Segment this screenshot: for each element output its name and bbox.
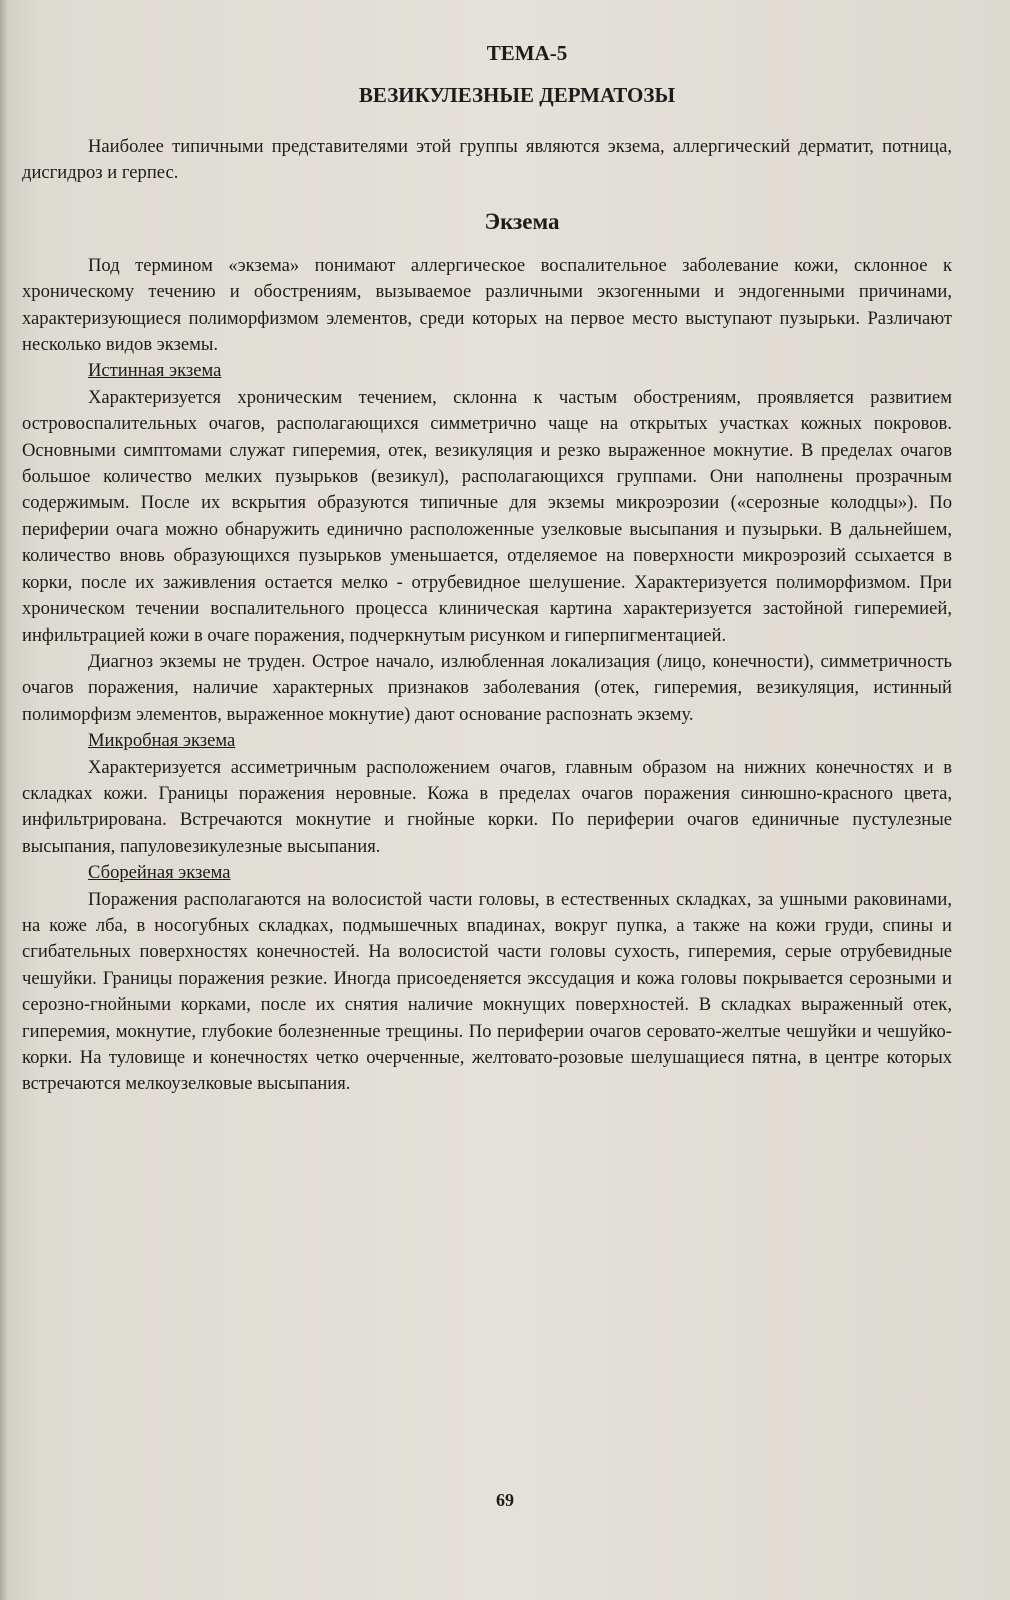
- page-number: 69: [496, 1490, 514, 1510]
- true-eczema-paragraph: Характеризуется хроническим течением, склонна к частым обострениям, проявляется развитием островоспалительных очагов, располагающихся симметрично чаще на открытых участках кожных покровов. Основными симптомами служат гиперемия, отек, везикуляция и резко выраженное мокнутие. В пределах очагов большое количество мелких пузырьков (везикул), располагающихся группами. Они наполнены прозрачным содержимым. После их вскрытия образуются типичные для экземы микроэрозии («серозные колодцы»). По периферии очага можно обнаружить единично расположенные узелковые высыпания и пузырьки. В дальнейшем, количество вновь образующихся пузырьков уменьшается, отделяемое на поверхности микроэрозий ссыхается в корки, после их заживления остается мелко - отрубевидное шелушение. Характеризуется полиморфизмом. При хроническом течении воспалительного процесса клиническая картина характеризуется застойной гиперемией, инфильтрацией кожи в очаге поражения, подчеркнутым рисунком и гиперпигментацией.: [22, 386, 952, 646]
- intro-paragraph: Наиболее типичными представителями этой группы являются экзема, аллергический дерматит, потница, дисгидроз и герпес.: [22, 136, 952, 184]
- topic-heading: ТЕМА-5: [486, 41, 568, 65]
- definition-paragraph: Под термином «экзема» понимают аллергическое воспалительное заболевание кожи, склонное к хроническому течению и обострениям, вызываемое различными экзогенными и эндогенными причинами, характеризующиеся полиморфизмом элементов, среди которых на первое место выступают пузырьки. Различают несколько видов экземы.: [22, 254, 952, 356]
- section-title: Экзема: [484, 208, 560, 234]
- microbial-eczema-heading: Микробная экзема: [88, 730, 236, 752]
- true-eczema-heading: Истинная экзема: [88, 360, 222, 382]
- chapter-title: ВЕЗИКУЛЕЗНЫЕ ДЕРМАТОЗЫ: [358, 83, 676, 107]
- seborrheic-eczema-paragraph: Поражения располагаются на волосистой части головы, в естественных складках, за ушными раковинами, на коже лба, в носогубных складках, подмышечных впадинах, вокруг пупка, а также на кожи груди, спины и сгибательных поверхностях конечностей. На волосистой части головы сухость, гиперемия, серые отрубевидные чешуйки. Границы поражения резкие. Иногда присоеденяется экссудация и кожа головы покрывается серозными и серозно-гнойными корками, после их снятия наличие мокнущих поверхностей. В складках выраженный отек, гиперемия, мокнутие, глубокие болезненные трещины. По периферии очагов серовато-желтые чешуйки и чешуйко-корки. На туловище и конечностях четко очерченные, желтовато-розовые шелушащиеся пятна, в центре которых встречаются мелкоузелковые высыпания.: [22, 888, 952, 1095]
- microbial-eczema-paragraph: Характеризуется ассиметричным расположением очагов, главным образом на нижних конечностях и в складках кожи. Границы поражения неровные. Кожа в пределах очагов поражения синюшно-красного цвета, инфильтрирована. Встречаются мокнутие и гнойные корки. По периферии очагов единичные пустулезные высыпания, папуловезикулезные высыпания.: [22, 756, 952, 857]
- seborrheic-eczema-heading: Сборейная экзема: [88, 862, 231, 884]
- page-content: [22, 38, 952, 1098]
- binding-shadow: [0, 0, 8, 1600]
- diagnosis-paragraph: Диагноз экземы не труден. Острое начало, излюбленная локализация (лицо, конечности), симметричность очагов поражения, наличие характерных признаков заболевания (отек, гиперемия, везикуляция, истинный полиморфизм элементов, выраженное мокнутие) дают основание распознать экзему.: [22, 650, 952, 725]
